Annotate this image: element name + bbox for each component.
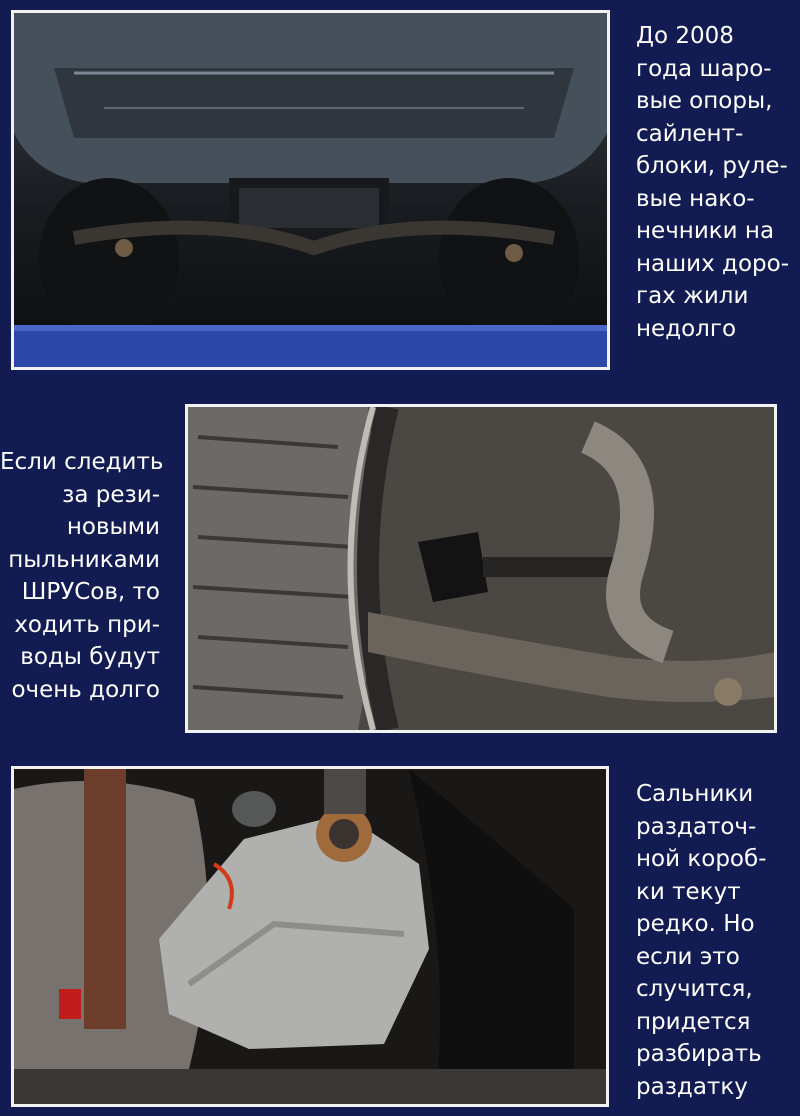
caption-line: сайлент-	[636, 120, 744, 147]
caption-transfer-case-seals	[636, 778, 767, 1103]
caption-cv-joint-boots	[0, 446, 164, 706]
caption-line: До 2008	[636, 23, 734, 49]
caption-ball-joints	[636, 20, 789, 345]
caption-line: разбирать	[636, 1041, 762, 1067]
caption-line: недолго	[636, 315, 737, 342]
caption-line: раздатку	[636, 1073, 748, 1100]
caption-line: если это	[636, 943, 740, 970]
caption-line: ной короб-	[636, 846, 767, 872]
caption-line: воды будут	[20, 644, 160, 670]
photo-cv-joint-boot	[185, 404, 777, 733]
transfer-case-image	[14, 769, 606, 1104]
front-suspension-image	[14, 13, 607, 367]
photo-front-suspension	[11, 10, 610, 370]
caption-line: редко. Но	[636, 911, 755, 937]
caption-line: новыми	[66, 514, 160, 540]
caption-line: Сальники	[636, 781, 754, 807]
caption-line: вые нако-	[636, 185, 755, 212]
photo-transfer-case	[11, 766, 609, 1107]
caption-line: раздаточ-	[636, 813, 757, 840]
caption-line: ки текут	[636, 878, 741, 905]
cv-joint-image	[188, 407, 774, 730]
caption-line: года шаро-	[636, 55, 772, 82]
caption-line: пыльниками	[8, 546, 160, 573]
caption-line: наших доро-	[636, 250, 789, 277]
caption-line: ходить при-	[14, 611, 160, 638]
caption-line: гах жили	[636, 283, 749, 309]
caption-line: очень долго	[11, 676, 160, 703]
caption-line: случится,	[636, 976, 753, 1002]
caption-line: придется	[636, 1008, 751, 1035]
caption-line: Если следить	[0, 449, 164, 475]
caption-line: ШРУСов, то	[21, 579, 160, 605]
caption-line: нечники на	[636, 218, 775, 244]
caption-line: блоки, руле-	[636, 153, 788, 179]
caption-line: вые опоры,	[636, 88, 773, 114]
caption-line: за рези-	[62, 481, 160, 508]
